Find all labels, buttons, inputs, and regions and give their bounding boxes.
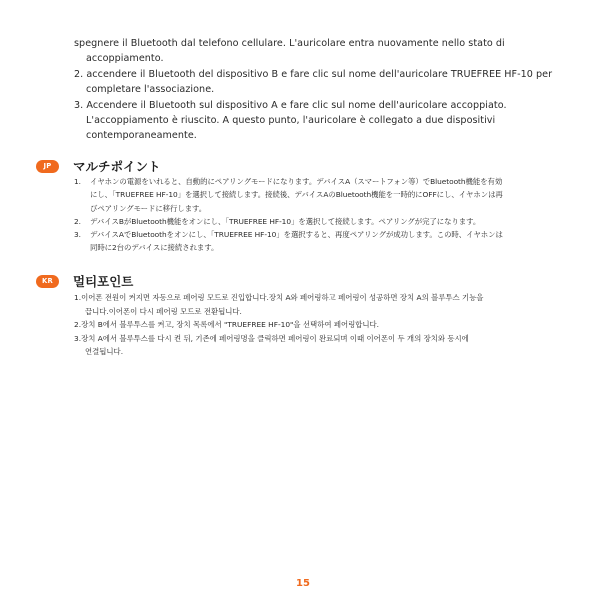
korean-item-number: 1. bbox=[74, 293, 82, 302]
japanese-item-line: デバイスAでBluetoothをオンにし、「TRUEFREE HF-10」を選択すると、再度ペアリングが成功します。この時、イヤホンは bbox=[90, 230, 503, 240]
italian-item-2-cont: completare l'associazione. bbox=[86, 84, 215, 96]
japanese-item-line: にし、「TRUEFREE HF-10」を選択して接続します。接続後、デバイスAのBluetooth機能を一時的にOFFにし、イヤホンは再 bbox=[90, 190, 503, 200]
japanese-item-3 bbox=[74, 228, 574, 255]
korean-item-line: 끕니다.이어폰이 다시 페어링 모드로 전환됩니다. bbox=[85, 306, 242, 316]
korean-item-line bbox=[74, 332, 574, 346]
korean-section-title: 멀티포인트 bbox=[73, 274, 134, 289]
japanese-item-line: デバイスBがBluetooth機能をオンにし、「TRUEFREE HF-10」を選択して接続します。ペアリングが完了になります。 bbox=[90, 216, 481, 226]
korean-item-2 bbox=[74, 318, 574, 332]
japanese-section-title: マルチポイント bbox=[73, 159, 161, 174]
korean-item-text: 이어폰 전원이 켜지면 자동으로 페어링 모드로 진입합니다.장치 A와 페어링하고 페어링이 성공하면 장치 A의 블루투스 기능을 bbox=[81, 293, 484, 302]
kr-language-badge: KR bbox=[36, 275, 59, 288]
italian-intro-line-1: spegnere il Bluetooth dal telefono cellulare. L'auricolare entra nuovamente nello stato di bbox=[74, 38, 505, 49]
korean-item-line bbox=[74, 291, 574, 305]
korean-item-1 bbox=[74, 291, 574, 318]
korean-item-text: 장치 A에서 블루투스를 다시 켠 뒤, 기존에 페어링명을 클릭하면 페어링이 완료되며 이때 이어폰이 두 개의 장치와 동시에 bbox=[81, 333, 469, 343]
japanese-item-line: 同時に2台のデバイスに接続されます。 bbox=[90, 243, 219, 253]
page-number: 15 bbox=[296, 578, 310, 589]
italian-item-3 bbox=[74, 98, 554, 113]
korean-item-text: 장치 B에서 블루투스를 켜고, 장치 목록에서 "TRUEFREE HF-10"을 선택하여 페어링합니다. bbox=[81, 320, 380, 330]
japanese-item-number: 1. bbox=[74, 177, 81, 186]
japanese-item-line: イヤホンの電源をいれると、自動的にペアリングモードになります。デバイスA（スマートフォン等）でBluetooth機能を有効 bbox=[90, 177, 503, 186]
italian-item-3-cont-2: contemporaneamente. bbox=[86, 130, 197, 142]
italian-item-number: 3. bbox=[74, 99, 84, 111]
japanese-item-number: 3. bbox=[74, 230, 81, 240]
italian-item-2 bbox=[74, 67, 554, 82]
japanese-section bbox=[74, 175, 574, 255]
italian-item-text: Accendere il Bluetooth sul dispositivo A e fare clic sul nome dell'auricolare accoppiato. bbox=[86, 99, 507, 111]
italian-item-3-cont-1: L'accoppiamento è riuscito. A questo punto, l'auricolare è collegato a due dispositivi bbox=[86, 115, 496, 127]
japanese-item-line: びペアリングモードに移行します。 bbox=[90, 203, 207, 213]
korean-item-line: 연결됩니다. bbox=[85, 347, 124, 357]
japanese-item-number: 2. bbox=[74, 216, 81, 226]
japanese-item-2 bbox=[74, 215, 574, 228]
italian-item-text: accendere il Bluetooth del dispositivo B e fare clic sul nome dell'auricolare TRUEFREE HF-10 per bbox=[86, 68, 553, 80]
korean-item-line bbox=[74, 318, 574, 332]
korean-item-number: 2. bbox=[74, 320, 82, 330]
italian-intro-line-2: accoppiamento. bbox=[86, 53, 164, 65]
korean-section bbox=[74, 291, 574, 359]
japanese-item-1 bbox=[74, 175, 574, 215]
korean-section-header bbox=[36, 273, 133, 289]
italian-section bbox=[74, 36, 554, 144]
italian-item-number: 2. bbox=[74, 68, 84, 80]
korean-item-number: 3. bbox=[74, 333, 82, 343]
jp-language-badge: JP bbox=[36, 160, 59, 173]
japanese-section-header bbox=[36, 158, 161, 174]
korean-item-3 bbox=[74, 332, 574, 359]
